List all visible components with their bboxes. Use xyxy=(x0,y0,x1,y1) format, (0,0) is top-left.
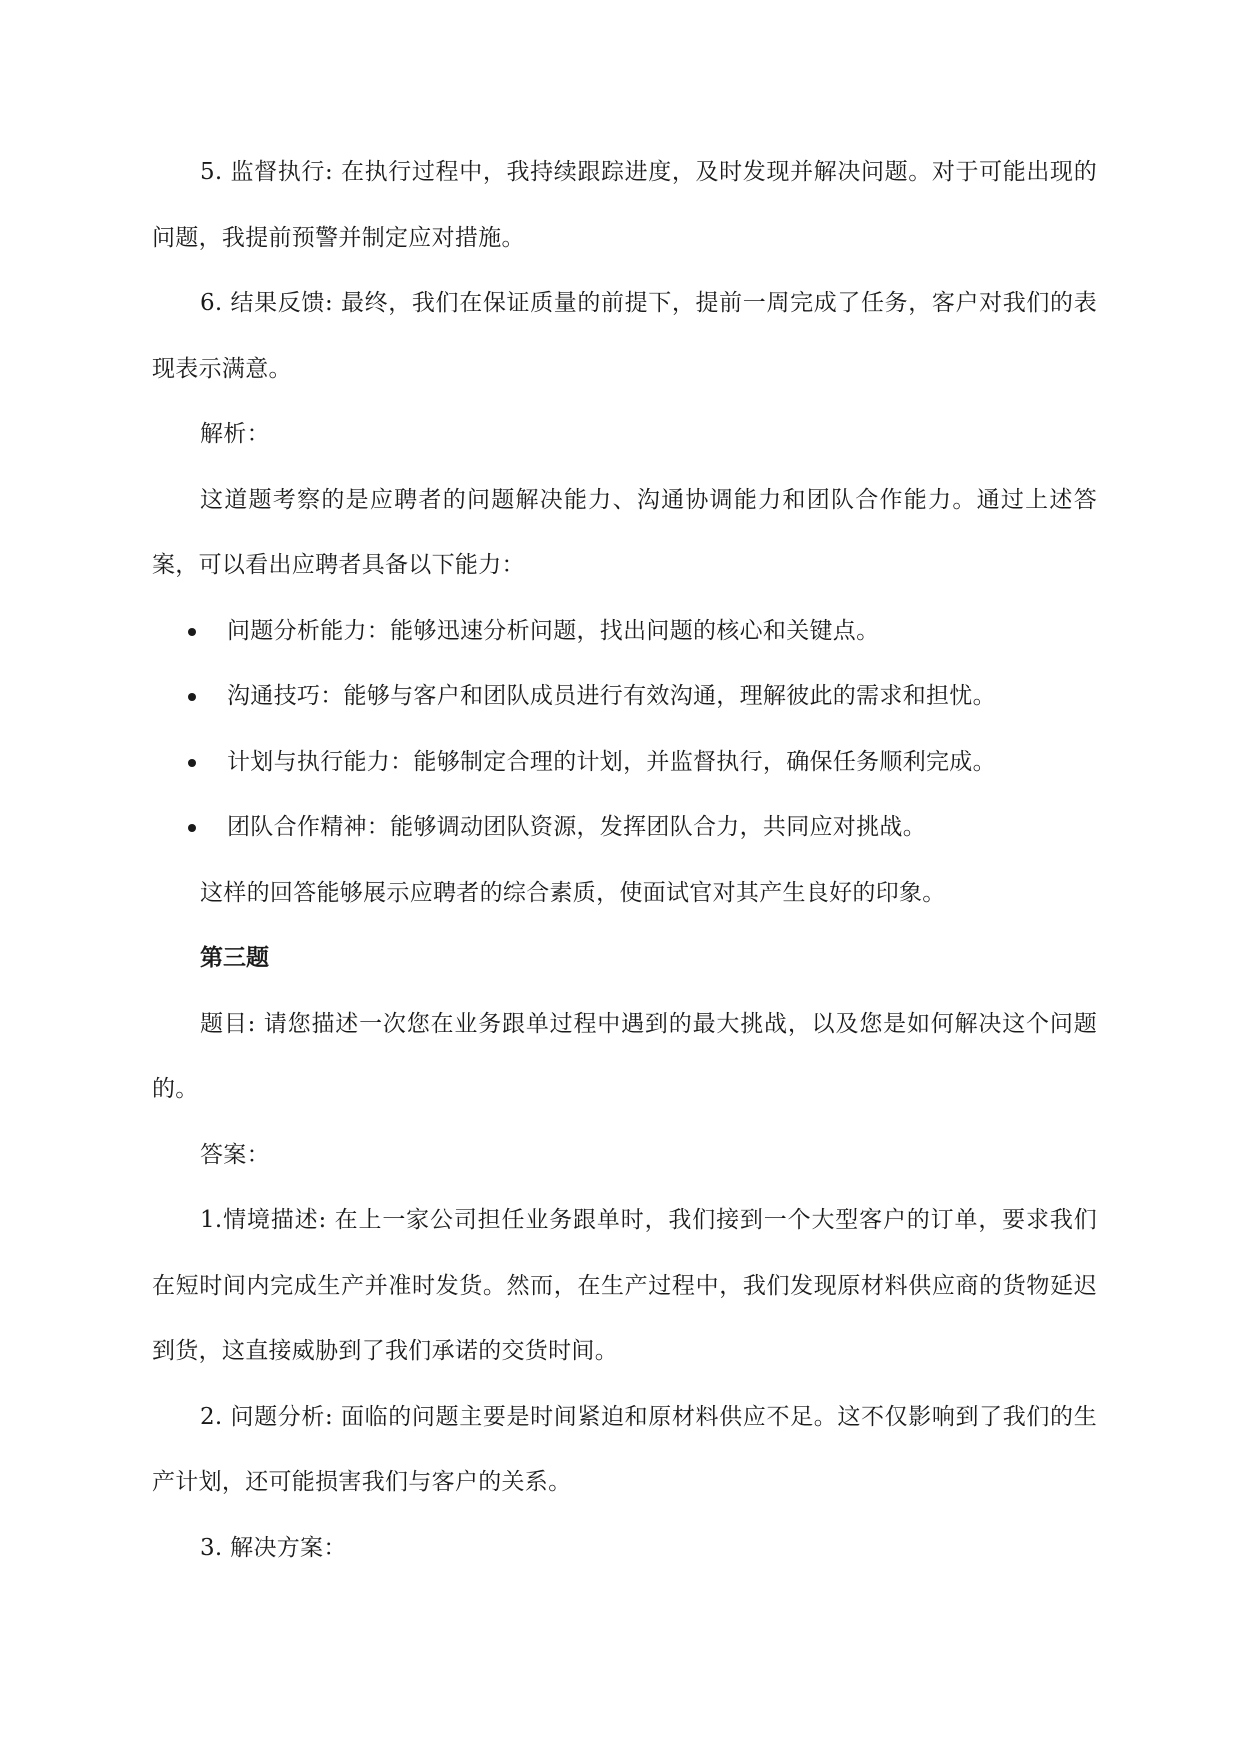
bullet-icon xyxy=(188,628,196,636)
paragraph-step-6: 6. 结果反馈: 最终，我们在保证质量的前提下，提前一周完成了任务，客户对我们的表现表示满意。 xyxy=(152,290,1097,382)
problem-analysis-paragraph: 2. 问题分析: 面临的问题主要是时间紧迫和原材料供应不足。这不仅影响到了我们的生产计划，还可能损害我们与客户的关系。 xyxy=(152,1403,1097,1495)
answer-label: 答案： xyxy=(200,1141,270,1168)
ability-list xyxy=(152,599,1097,861)
list-item-text: 问题分析能力：能够迅速分析问题，找出问题的核心和关键点。 xyxy=(227,617,880,644)
list-item xyxy=(152,664,1097,730)
list-item xyxy=(152,599,1097,665)
analysis-intro: 这道题考察的是应聘者的问题解决能力、沟通协调能力和团队合作能力。通过上述答案，可以看出应聘者具备以下能力： xyxy=(152,486,1097,578)
section-heading: 第三题 xyxy=(200,945,269,971)
paragraph-step-5: 5. 监督执行: 在执行过程中，我持续跟踪进度，及时发现并解决问题。对于可能出现的问题，我提前预警并制定应对措施。 xyxy=(152,159,1097,251)
bullet-icon xyxy=(188,693,196,701)
list-item-text: 团队合作精神：能够调动团队资源，发挥团队合力，共同应对挑战。 xyxy=(227,814,926,840)
list-item-text: 计划与执行能力：能够制定合理的计划，并监督执行，确保任务顺利完成。 xyxy=(227,748,996,775)
situation-paragraph: 1.情境描述: 在上一家公司担任业务跟单时，我们接到一个大型客户的订单，要求我们在短时间内完成生产并准时发货。然而，在生产过程中，我们发现原材料供应商的货物延迟到货，这直接威胁到了我们承诺的交货时间。 xyxy=(152,1207,1097,1364)
list-item-text: 沟通技巧：能够与客户和团队成员进行有效沟通，理解彼此的需求和担忧。 xyxy=(227,683,996,709)
solution-label: 3. 解决方案： xyxy=(200,1534,347,1561)
list-item xyxy=(152,730,1097,796)
document-body xyxy=(152,140,1097,1581)
question-paragraph: 题目: 请您描述一次您在业务跟单过程中遇到的最大挑战，以及您是如何解决这个问题的。 xyxy=(152,1010,1097,1102)
analysis-label: 解析： xyxy=(200,421,270,447)
bullet-icon xyxy=(188,759,196,767)
list-item xyxy=(152,795,1097,861)
summary-paragraph: 这样的回答能够展示应聘者的综合素质，使面试官对其产生良好的印象。 xyxy=(200,879,946,906)
bullet-icon xyxy=(188,824,196,832)
